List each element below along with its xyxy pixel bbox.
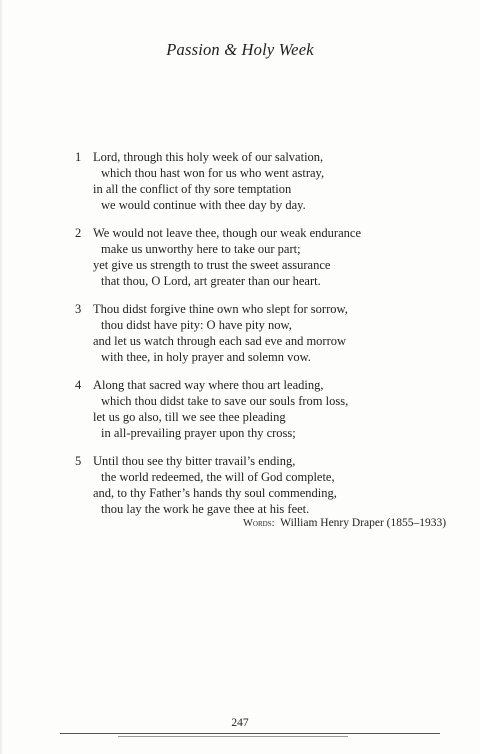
verse-line: make us unworthy here to take our part; xyxy=(101,242,301,256)
verse-line: Along that sacred way where thou art leading, xyxy=(93,378,324,392)
hymn-text xyxy=(75,149,395,529)
verse-5 xyxy=(75,453,395,517)
verse-line: let us go also, till we see thee pleading xyxy=(93,410,286,424)
verse-line: with thee, in holy prayer and solemn vow. xyxy=(101,350,311,364)
verse-line: thou lay the work he gave thee at his feet. xyxy=(101,502,310,516)
verse-line: We would not leave thee, though our weak endurance xyxy=(93,226,361,240)
verse-number: 1 xyxy=(75,150,82,164)
verse-line: Until thou see thy bitter travail’s ending, xyxy=(93,454,296,468)
verse-line: in all the conflict of thy sore temptation xyxy=(93,182,292,196)
verse-2 xyxy=(75,225,395,289)
page-number: 247 xyxy=(231,717,249,729)
footer-rule xyxy=(60,733,440,734)
verse-line: the world redeemed, the will of God complete, xyxy=(101,470,335,484)
attribution-author: William Henry Draper (1855–1933) xyxy=(280,517,447,529)
words-attribution xyxy=(243,517,446,529)
verse-line: that thou, O Lord, art greater than our heart. xyxy=(101,274,321,288)
verse-number: 5 xyxy=(75,454,82,468)
verse-line: and let us watch through each sad eve and morrow xyxy=(93,334,347,348)
verse-line: thou didst have pity: O have pity now, xyxy=(101,318,292,332)
verse-number: 3 xyxy=(75,302,82,316)
verse-1 xyxy=(75,149,395,213)
verse-line: we would continue with thee day by day. xyxy=(101,198,306,212)
verse-line: Thou didst forgive thine own who slept for sorrow, xyxy=(93,302,348,316)
footer-rule-shadow xyxy=(118,736,348,737)
verse-line: which thou didst take to save our souls from loss, xyxy=(101,394,349,408)
verse-4 xyxy=(75,377,395,441)
attribution-label: Words: xyxy=(243,518,275,529)
verse-3 xyxy=(75,301,395,365)
page-edge xyxy=(0,0,3,754)
verse-line: and, to thy Father’s hands thy soul commending, xyxy=(93,486,337,500)
verse-line: in all-prevailing prayer upon thy cross; xyxy=(101,426,296,440)
verse-number: 2 xyxy=(75,226,82,240)
verse-line: which thou hast won for us who went astray, xyxy=(101,166,325,180)
verse-number: 4 xyxy=(75,378,82,392)
verse-line: yet give us strength to trust the sweet assurance xyxy=(93,258,331,272)
page-title: Passion & Holy Week xyxy=(166,40,314,59)
verse-line: Lord, through this holy week of our salvation, xyxy=(93,150,324,164)
